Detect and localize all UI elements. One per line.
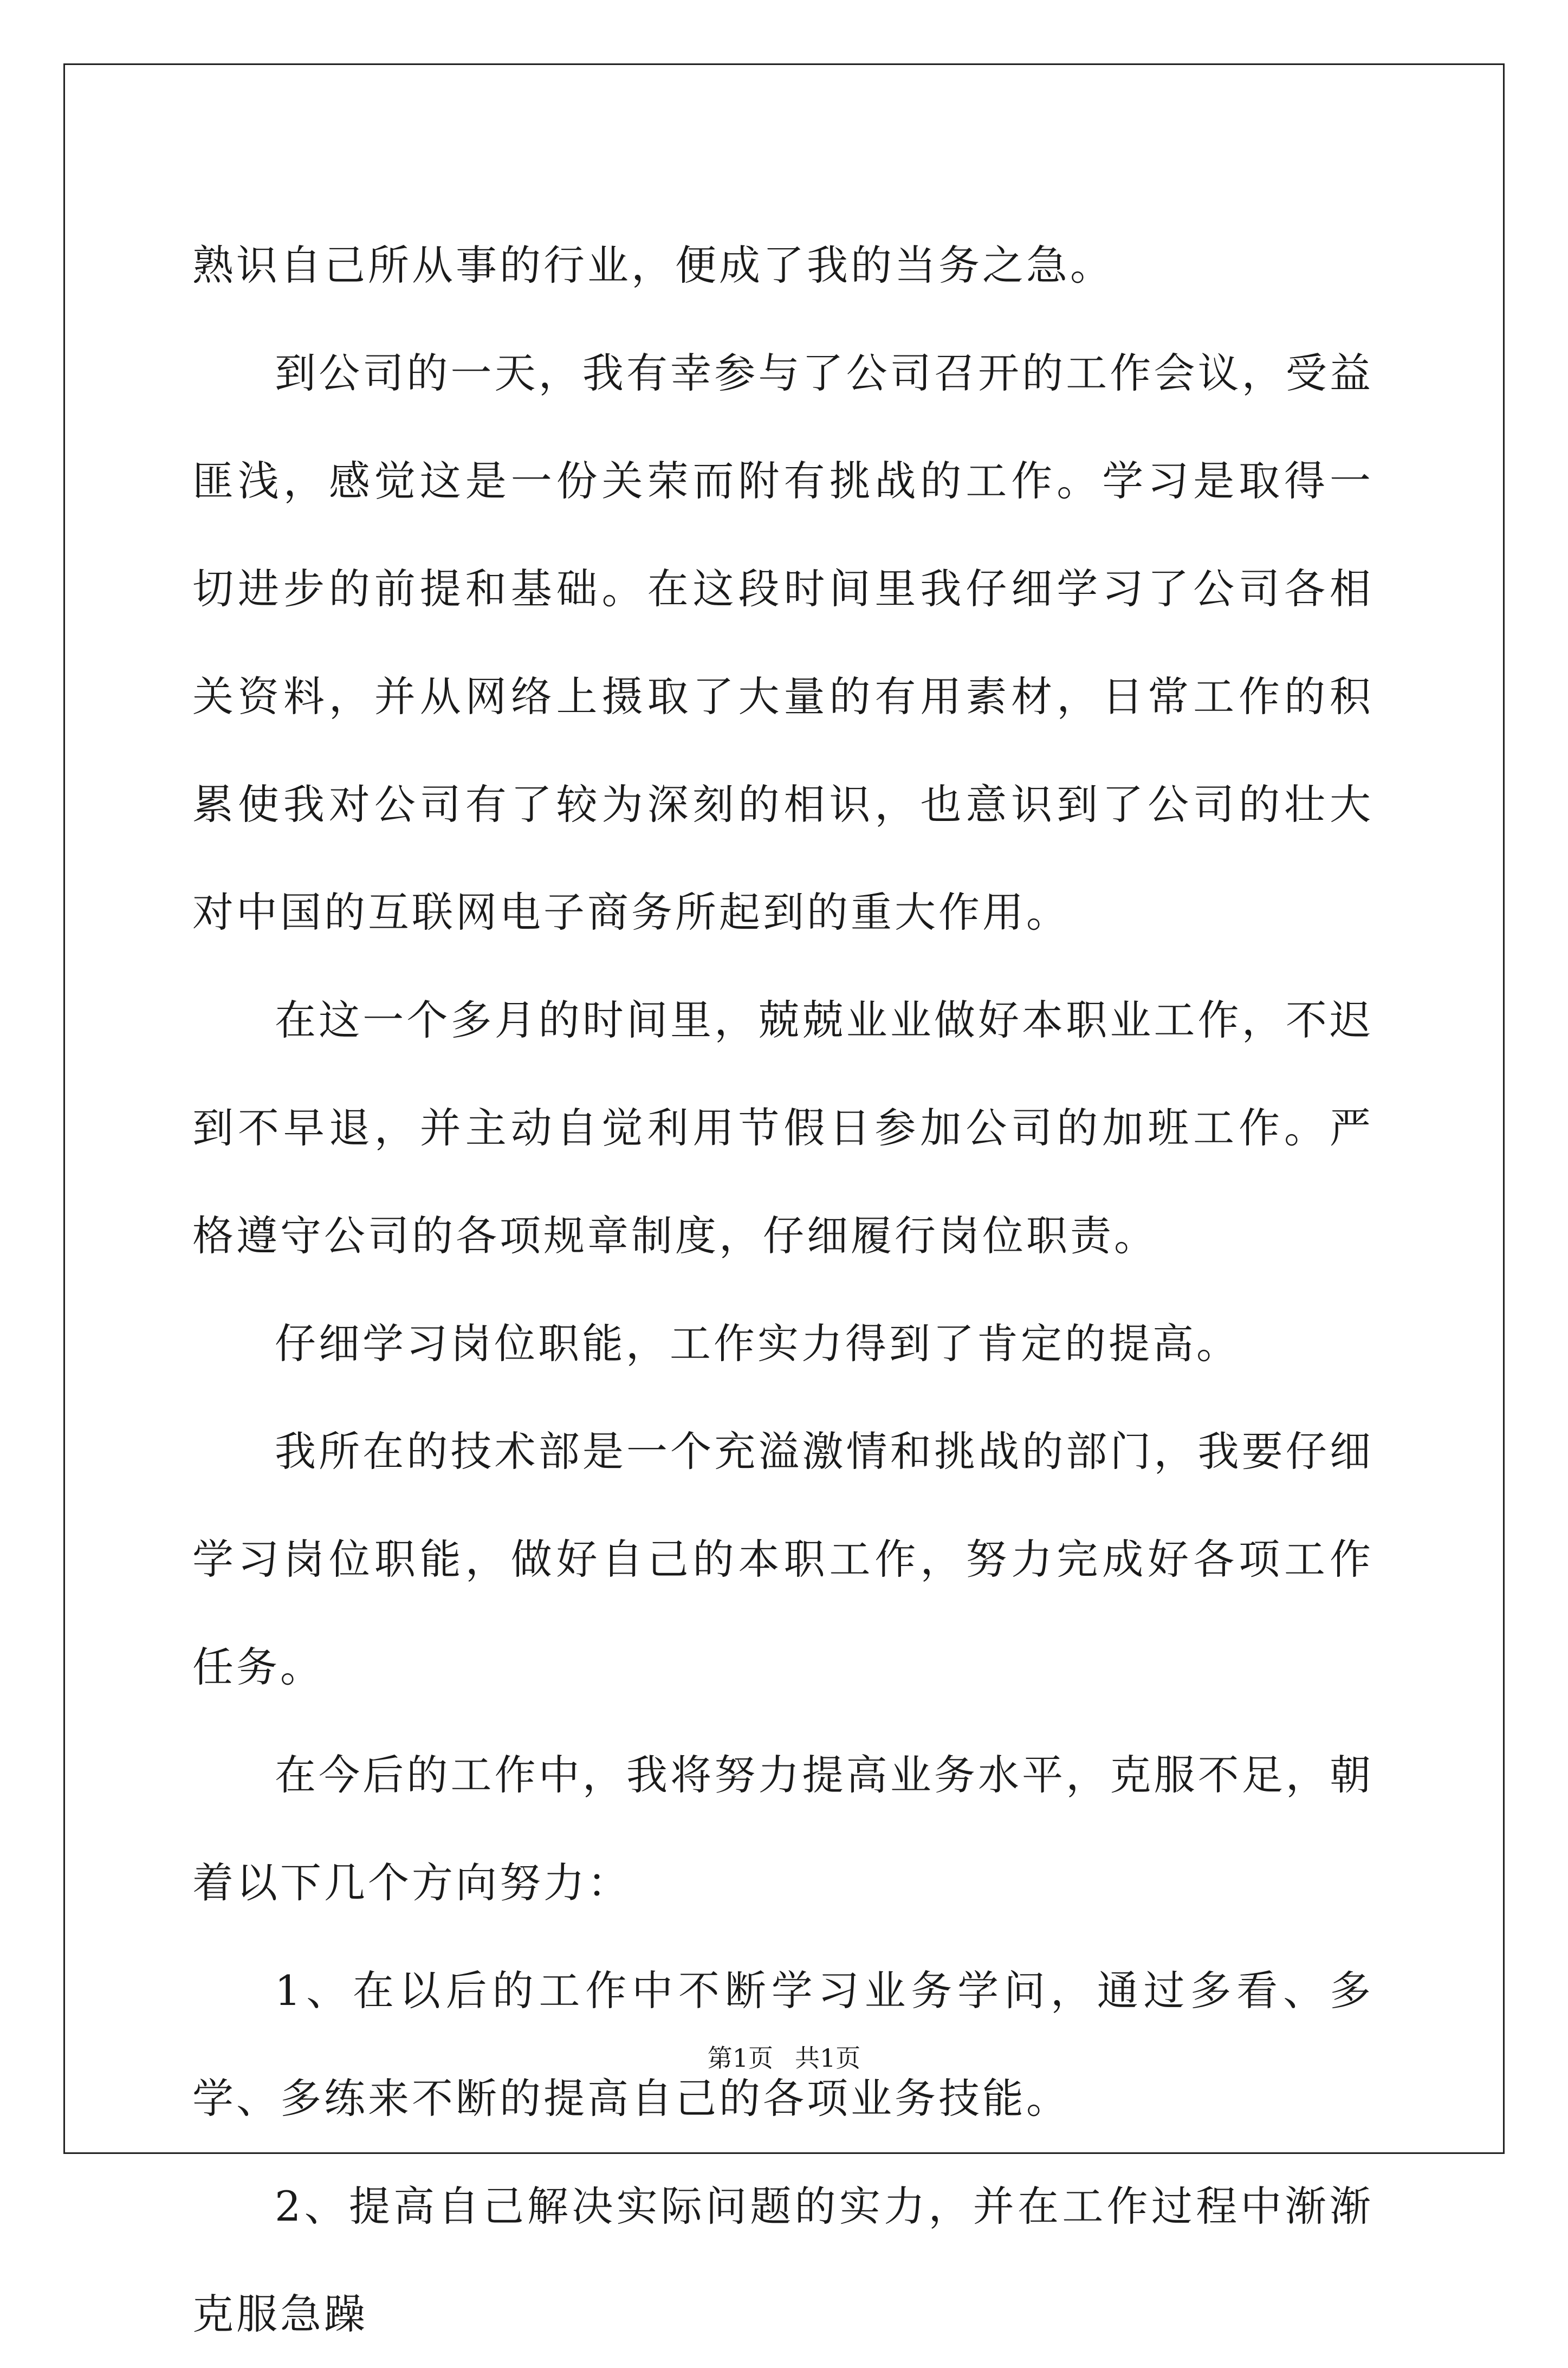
paragraph-6: 在今后的工作中，我将努力提高业务水平，克服不足，朝着以下几个方向努力： <box>192 1751 1373 1907</box>
page-number-current: 第1页 <box>707 2043 773 2073</box>
paragraph-5: 我所在的技术部是一个充溢激情和挑战的部门，我要仔细学习岗位职能，做好自己的本职工作，努力完成好各项工作任务。 <box>192 1427 1373 1691</box>
paragraph-2: 到公司的一天，我有幸参与了公司召开的工作会议，受益匪浅，感觉这是一份关荣而附有挑战的工作。学习是取得一切进步的前提和基础。在这段时间里我仔细学习了公司各相关资料，并从网络上摄取了大量的有用素材，日常工作的积累使我对公司有了较为深刻的相识，也意识到了公司的壮大对中国的互联网电子商务所起到的重大作用。 <box>192 349 1373 936</box>
paragraph-1: 熟识自己所从事的行业，便成了我的当务之急。 <box>192 241 1114 289</box>
paragraph-3: 在这一个多月的时间里，兢兢业业做好本职业工作，不迟到不早退，并主动自觉利用节假日参加公司的加班工作。严格遵守公司的各项规章制度，仔细履行岗位职责。 <box>192 996 1373 1260</box>
page-number-total: 共1页 <box>795 2043 861 2073</box>
paragraph-7: 1、在以后的工作中不断学习业务学问，通过多看、多学、多练来不断的提高自己的各项业务技能。 <box>192 1966 1373 2123</box>
page-footer <box>0 2042 1568 2074</box>
paragraph-4: 仔细学习岗位职能，工作实力得到了肯定的提高。 <box>275 1319 1240 1368</box>
paragraph-8: 2、提高自己解决实际问题的实力，并在工作过程中渐渐克服急躁 <box>192 2182 1373 2338</box>
